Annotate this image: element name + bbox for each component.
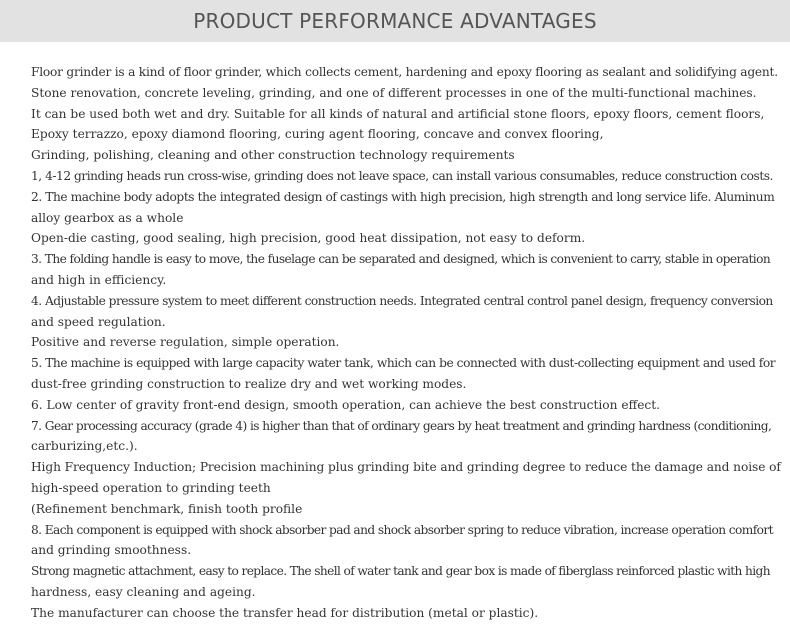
description-line: 7. Gear processing accuracy (grade 4) is higher than that of ordinary gears by heat treatment and grinding hardness (conditioning, (31, 418, 772, 433)
description-line: Positive and reverse regulation, simple operation. (31, 335, 340, 350)
description-line: 3. The folding handle is easy to move, the fuselage can be separated and designed, which is convenient to carry, stable in operation (31, 252, 771, 267)
description-line: 5. The machine is equipped with large capacity water tank, which can be connected with dust-collecting equipment and used for (31, 356, 776, 371)
description-line: high-speed operation to grinding teeth (31, 480, 271, 495)
description-line: High Frequency Induction; Precision machining plus grinding bite and grinding degree to reduce the damage and noise of (31, 460, 781, 475)
description-line: Open-die casting, good sealing, high precision, good heat dissipation, not easy to deform. (31, 231, 586, 246)
description-line: Strong magnetic attachment, easy to replace. The shell of water tank and gear box is made of fiberglass reinforced plastic with high (31, 564, 770, 579)
description-line: Stone renovation, concrete leveling, grinding, and one of different processes in one of the multi-functional machines. (31, 85, 757, 100)
description-line: carburizing,etc.). (31, 439, 138, 454)
description-line: (Refinement benchmark, finish tooth profile (31, 501, 303, 516)
description-line: 4. Adjustable pressure system to meet different construction needs. Integrated central control panel design, frequency conversion (31, 293, 773, 308)
description-line: 8. Each component is equipped with shock absorber pad and shock absorber spring to reduce vibration, increase operation comfort (31, 522, 773, 537)
description-line: Floor grinder is a kind of floor grinder, which collects cement, hardening and epoxy flooring as sealant and solidifying agent. (31, 65, 778, 79)
description-line: 6. Low center of gravity front-end design, smooth operation, can achieve the best construction effect. (31, 397, 661, 412)
description-line: 1, 4-12 grinding heads run cross-wise, grinding does not leave space, can install various consumables, reduce construction costs. (31, 168, 773, 183)
section-header-bar (0, 0, 790, 42)
description-line: It can be used both wet and dry. Suitable for all kinds of natural and artificial stone floors, epoxy floors, cement floors, (31, 106, 765, 121)
description-line: dust-free grinding construction to realize dry and wet working modes. (31, 376, 467, 391)
description-line: and grinding smoothness. (31, 543, 192, 558)
description-line: Grinding, polishing, cleaning and other construction technology requirements (31, 148, 515, 163)
description-line: hardness, easy cleaning and ageing. (31, 584, 256, 599)
description-line: Epoxy terrazzo, epoxy diamond flooring, curing agent flooring, concave and convex flooring, (31, 127, 604, 142)
description-line: and speed regulation. (31, 314, 166, 329)
description-line: alloy gearbox as a whole (31, 210, 184, 225)
product-description (31, 62, 781, 624)
section-title: PRODUCT PERFORMANCE ADVANTAGES (193, 9, 597, 33)
description-line: 2. The machine body adopts the integrated design of castings with high precision, high strength and long service life. Aluminum (31, 189, 775, 204)
description-line: The manufacturer can choose the transfer head for distribution (metal or plastic). (31, 605, 539, 620)
description-line: and high in efficiency. (31, 272, 167, 287)
